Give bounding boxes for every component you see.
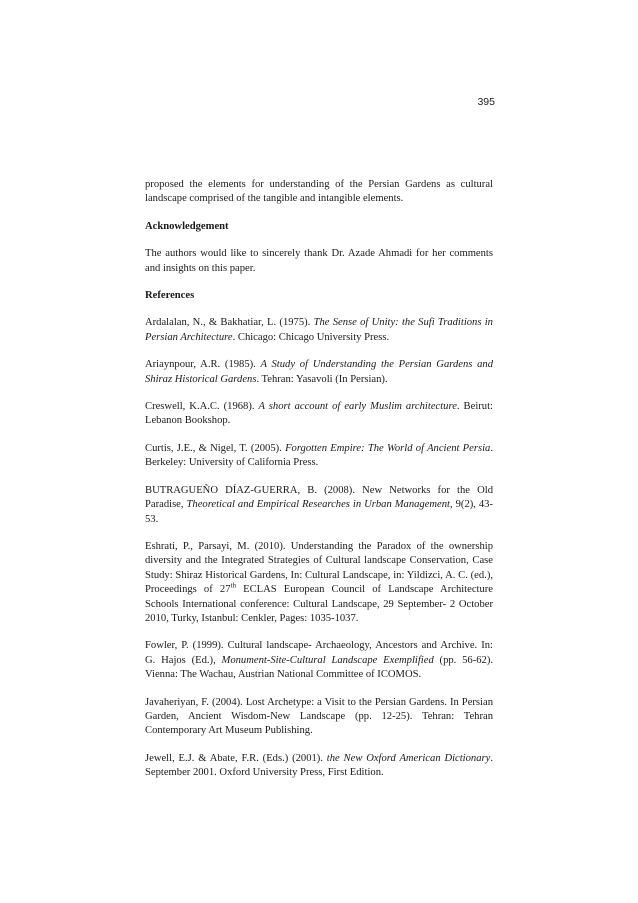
acknowledgement-heading: Acknowledgement: [145, 220, 229, 232]
reference-item: Curtis, J.E., & Nigel, T. (2005). Forgotten Empire: The World of Ancient Persia. Berkeley: University of California Press.: [145, 442, 493, 469]
acknowledgement-text: The authors would like to sincerely thank Dr. Azade Ahmadi for her comments and insights on this paper.: [145, 248, 493, 274]
reference-item: Ariaynpour, A.R. (1985). A Study of Understanding the Persian Gardens and Shiraz Historical Gardens. Tehran: Yasavoli (In Persian).: [145, 359, 493, 385]
intro-paragraph: proposed the elements for understanding of the Persian Gardens as cultural landscape comprised of the tangible and intangible elements.: [145, 179, 493, 205]
reference-item: Fowler, P. (1999). Cultural landscape- Archaeology, Ancestors and Archive. In: G. Hajos (Ed.), Monument-Site-Cultural Landscape Exemplified (pp. 56-62). Vienna: The Wachau, Austrian National Committee of ICOMOS.: [145, 640, 493, 681]
page-number: 395: [477, 96, 495, 108]
reference-item: Ardalalan, N., & Bakhatiar, L. (1975). The Sense of Unity: the Sufi Traditions in Persian Architecture. Chicago: Chicago University Press.: [145, 317, 493, 343]
reference-item: Jewell, E.J. & Abate, F.R. (Eds.) (2001). the New Oxford American Dictionary. September 2001. Oxford University Press, First Edition.: [145, 752, 493, 779]
reference-item: Creswell, K.A.C. (1968). A short account of early Muslim architecture. Beirut: Lebanon Bookshop.: [145, 401, 493, 427]
references-heading: References: [145, 290, 195, 302]
reference-item: Eshrati, P., Parsayi, M. (2010). Understanding the Paradox of the ownership diversity and the Integrated Strategies of Cultural landscape Conservation, Case Study: Shiraz Historical Gardens, In: Cultural Landscape, in: Yildizci, A. C. (ed.), Proceedings of 27th ECLAS European Council of Landscape Architecture Schools International conference: Cultural Landscape, 29 September- 2 October 2010, Turky, Istanbul: Cenkler, Pages: 1035-1037.: [145, 540, 493, 624]
reference-item: Javaheriyan, F. (2004). Lost Archetype: a Visit to the Persian Gardens. In Persian Garden, Ancient Wisdom-New Landscape (pp. 12-25). Tehran: Tehran Contemporary Art Museum Publishing.: [145, 696, 493, 737]
page-body: [145, 178, 493, 794]
reference-item: BUTRAGUEÑO DÍAZ-GUERRA, B. (2008). New Networks for the Old Paradise, Theoretical and Empirical Researches in Urban Management, 9(2), 43-53.: [145, 484, 493, 525]
